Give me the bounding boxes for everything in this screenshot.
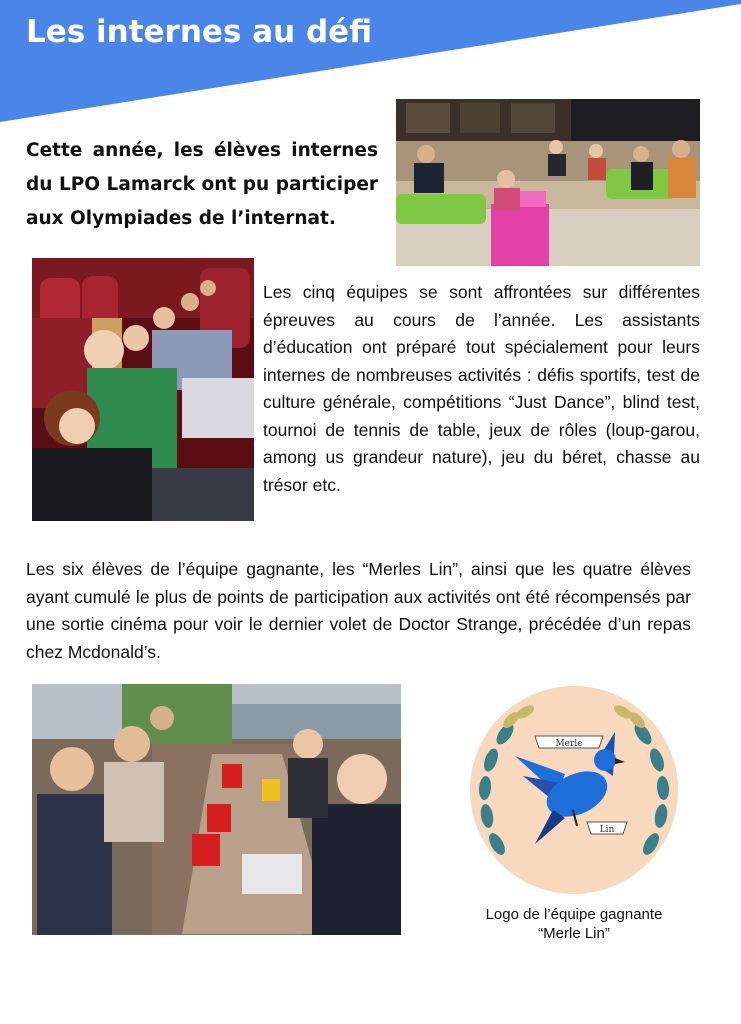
logo-caption-line1: Logo de l’équipe gagnante: [485, 906, 663, 923]
team-logo: [465, 684, 683, 896]
photo-students-restaurant: [32, 684, 401, 935]
paragraph-reward: Les six élèves de l’équipe gagnante, les “Merles Lin”, ainsi que les quatre élèves ayant cumulé le plus de points de participation aux activités ont été récompensés par une sortie cinéma pour voir le dernier volet de Doctor Strange, précédée d’un repas chez Mcdonald’s.: [26, 559, 691, 662]
photo-students-cinema: [32, 258, 254, 521]
intro-text: Cette année, les élèves internes du LPO Lamarck ont pu participer aux Olympiades de l’internat.: [26, 140, 378, 229]
logo-banner-top: Merle: [555, 739, 583, 749]
page-title: Les internes au défi: [26, 14, 373, 50]
logo-caption: [446, 905, 702, 943]
paragraph-activities: Les cinq équipes se sont affrontées sur différentes épreuves au cours de l’année. Les assistants d’éducation ont préparé tout spécialement pour leurs internes de nombreuses activités : défis sportifs, test de culture générale, compétitions “Just Dance”, blind test, tournoi de tennis de table, jeux de rôles (loup-garou, among us grandeur nature), jeu du béret, chasse au trésor etc.: [263, 282, 700, 495]
logo-caption-line2: “Merle Lin”: [538, 925, 610, 942]
photo-students-lounge: [396, 99, 700, 266]
logo-banner-bottom: Lin: [599, 825, 615, 835]
